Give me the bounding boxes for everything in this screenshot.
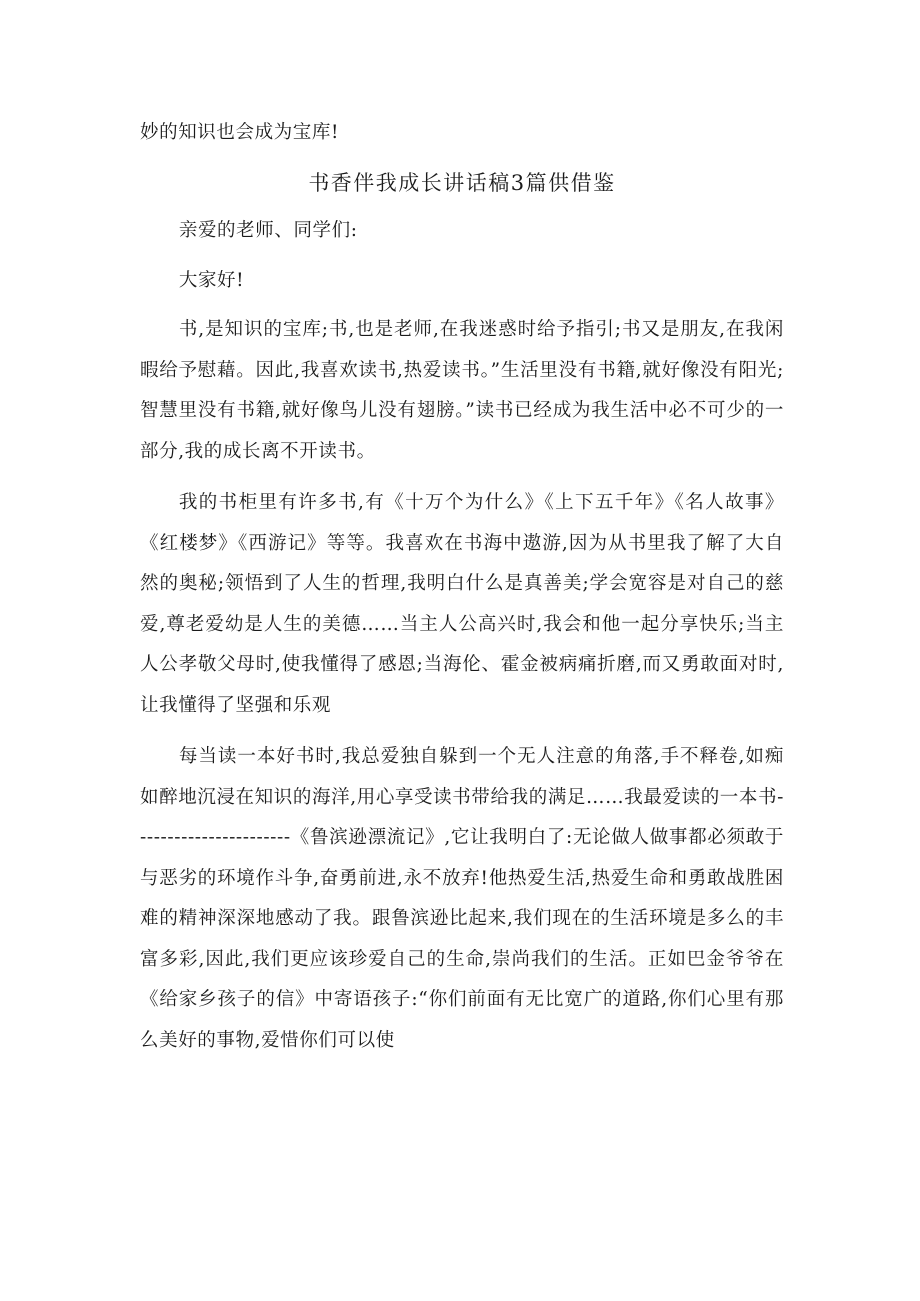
greeting: 大家好! bbox=[178, 269, 245, 291]
lead-line: 妙的知识也会成为宝库! bbox=[140, 122, 340, 143]
document-title: 书香伴我成长讲话稿3篇供借鉴 bbox=[308, 171, 616, 195]
paragraph-3: 每当读一本好书时,我总爱独自躲到一个无人注意的角落,手不释卷,如痴如醉地沉浸在知识的海洋,用心享受读书带给我的满足……我最爱读的一本书-----------------------《鲁滨逊漂流记》,它让我明白了:无论做人做事都必须敢于与恶劣的环境作斗争,奋勇前进,永不放弃!他热爱生活,热爱生命和勇敢战胜困难的精神深深地感动了我。跟鲁滨逊比起来,我们现在的生活环境是多么的丰富多彩,因此,我们更应该珍爱自己的生命,崇尚我们的生活。正如巴金爷爷在《给家乡孩子的信》中寄语孩子:“你们前面有无比宽广的道路,你们心里有那么美好的事物,爱惜你们可以使 bbox=[140, 746, 784, 1051]
paragraph-1: 书,是知识的宝库;书,也是老师,在我迷惑时给予指引;书又是朋友,在我闲暇给予慰藉。因此,我喜欢读书,热爱读书。”生活里没有书籍,就好像没有阳光;智慧里没有书籍,就好像鸟儿没有翅膀。”读书已经成为我生活中必不可少的一部分,我的成长离不开读书。 bbox=[140, 319, 784, 462]
paragraph-2: 我的书柜里有许多书,有《十万个为什么》《上下五千年》《名人故事》《红楼梦》《西游记》等等。我喜欢在书海中遨游,因为从书里我了解了大自然的奥秘;领悟到了人生的哲理,我明白什么是真善美;学会宽容是对自己的慈爱,尊老爱幼是人生的美德……当主人公高兴时,我会和他一起分享快乐;当主人公孝敬父母时,使我懂得了感恩;当海伦、霍金被病痛折磨,而又勇敢面对时,让我懂得了坚强和乐观 bbox=[140, 492, 784, 716]
salutation: 亲爱的老师、同学们: bbox=[178, 220, 358, 241]
document-body bbox=[140, 211, 784, 1072]
